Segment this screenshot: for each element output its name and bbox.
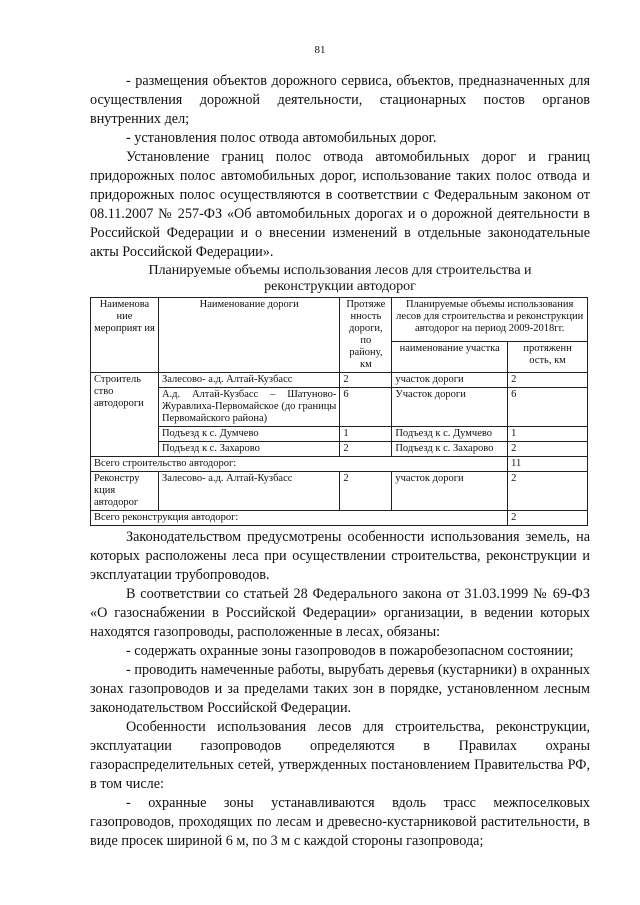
paragraph: - охранные зоны устанавливаются вдоль трасс межпоселковых газопроводов, проходящих по лесам и древесно-кустарниковой растительности, в виде просек шириной 6 м, по 3 м с каждой стороны газопровода; bbox=[90, 795, 590, 849]
construction-label: Строитель ство автодороги bbox=[91, 373, 159, 457]
cell-section-length: 6 bbox=[508, 388, 588, 427]
cell-road: Залесово- а.д. Алтай-Кузбасс bbox=[158, 472, 339, 511]
paragraph: Особенности использования лесов для строительства, реконструкции, эксплуатации газопроводов определяются в Правилах охраны газораспределительных сетей, утвержденных постановлением Правительства РФ, в том числе: bbox=[90, 719, 590, 792]
cell-section: Участок дороги bbox=[392, 388, 508, 427]
header-section-length: протяженн ость, км bbox=[508, 342, 588, 373]
cell-length: 1 bbox=[340, 427, 392, 442]
cell-section: Подъезд к с. Захарово bbox=[392, 442, 508, 457]
table-row bbox=[91, 442, 588, 457]
header-road: Наименование дороги bbox=[158, 298, 339, 373]
reconstruction-label: Реконстру кция автодорог bbox=[91, 472, 159, 511]
table-row bbox=[91, 388, 588, 427]
table-total-row bbox=[91, 457, 588, 472]
paragraph: - установления полос отвода автомобильных дорог. bbox=[126, 130, 437, 146]
paragraph: Законодательством предусмотрены особенности использования земель, на которых расположены леса при осуществлении строительства, реконструкции и эксплуатации трубопроводов. bbox=[90, 529, 590, 583]
cell-section-length: 1 bbox=[508, 427, 588, 442]
table-title-line: реконструкции автодорог bbox=[264, 279, 416, 294]
cell-length: 2 bbox=[340, 442, 392, 457]
header-length: Протяже нность дороги, по району, км bbox=[340, 298, 392, 373]
page-number: 81 bbox=[314, 44, 326, 56]
cell-road: Залесово- а.д. Алтай-Кузбасс bbox=[158, 373, 339, 388]
cell-section: Подъезд к с. Думчево bbox=[392, 427, 508, 442]
cell-section-length: 2 bbox=[508, 472, 588, 511]
table-row bbox=[91, 427, 588, 442]
reconstruction-total-label: Всего реконструкция автодорог: bbox=[91, 511, 508, 526]
table-row bbox=[91, 373, 588, 388]
intro-text bbox=[90, 72, 590, 262]
cell-section: участок дороги bbox=[392, 373, 508, 388]
paragraph: - проводить намеченные работы, вырубать деревья (кустарники) в охранных зонах газопроводов и за пределами таких зон в порядке, установленном лесным законодательством Российской Федерации. bbox=[90, 662, 590, 716]
header-measure: Наименова ние мероприят ия bbox=[91, 298, 159, 373]
table-total-row bbox=[91, 511, 588, 526]
cell-length: 2 bbox=[340, 472, 392, 511]
paragraph: - размещения объектов дорожного сервиса, объектов, предназначенных для осуществления дорожной деятельности, стационарных постов органов внутренних дел; bbox=[90, 73, 590, 127]
paragraph: Установление границ полос отвода автомобильных дорог и границ придорожных полос автомобильных дорог, использование таких полос отвода и придорожных полос осуществляются в соответствии с Федеральным законом от 08.11.2007 № 257-ФЗ «Об автомобильных дорогах и о дорожной деятельности в Российской Федерации и о внесении изменений в отдельные законодательные акты Российской Федерации». bbox=[90, 149, 590, 260]
cell-road: Подъезд к с. Думчево bbox=[158, 427, 339, 442]
header-planned: Планируемые объемы использования лесов для строительства и реконструкции автодорог на период 2009-2018гг. bbox=[392, 298, 588, 342]
table-row bbox=[91, 472, 588, 511]
cell-length: 2 bbox=[340, 373, 392, 388]
table-header-row bbox=[91, 298, 588, 342]
cell-section-length: 2 bbox=[508, 373, 588, 388]
reconstruction-total-value: 2 bbox=[508, 511, 588, 526]
table-title bbox=[90, 263, 590, 295]
construction-total-label: Всего строительство автодорог: bbox=[91, 457, 508, 472]
table-title-line: Планируемые объемы использования лесов для строительства и bbox=[148, 263, 532, 278]
paragraph: - содержать охранные зоны газопроводов в пожаробезопасном состоянии; bbox=[126, 643, 574, 659]
construction-total-value: 11 bbox=[508, 457, 588, 472]
cell-section: участок дороги bbox=[392, 472, 508, 511]
cell-road: А.д. Алтай-Кузбасс – Шатуново-Журавлиха-Первомайское (до границы Первомайского района) bbox=[158, 388, 339, 427]
cell-section-length: 2 bbox=[508, 442, 588, 457]
header-section: наименование участка bbox=[392, 342, 508, 373]
paragraph: В соответствии со статьей 28 Федерального закона от 31.03.1999 № 69-ФЗ «О газоснабжении в Российской Федерации» организации, в ведении которых находятся газопроводы, расположенные в лесах, обязаны: bbox=[90, 586, 590, 640]
body-text bbox=[90, 528, 590, 851]
cell-road: Подъезд к с. Захарово bbox=[158, 442, 339, 457]
roads-table bbox=[90, 297, 588, 526]
cell-length: 6 bbox=[340, 388, 392, 427]
